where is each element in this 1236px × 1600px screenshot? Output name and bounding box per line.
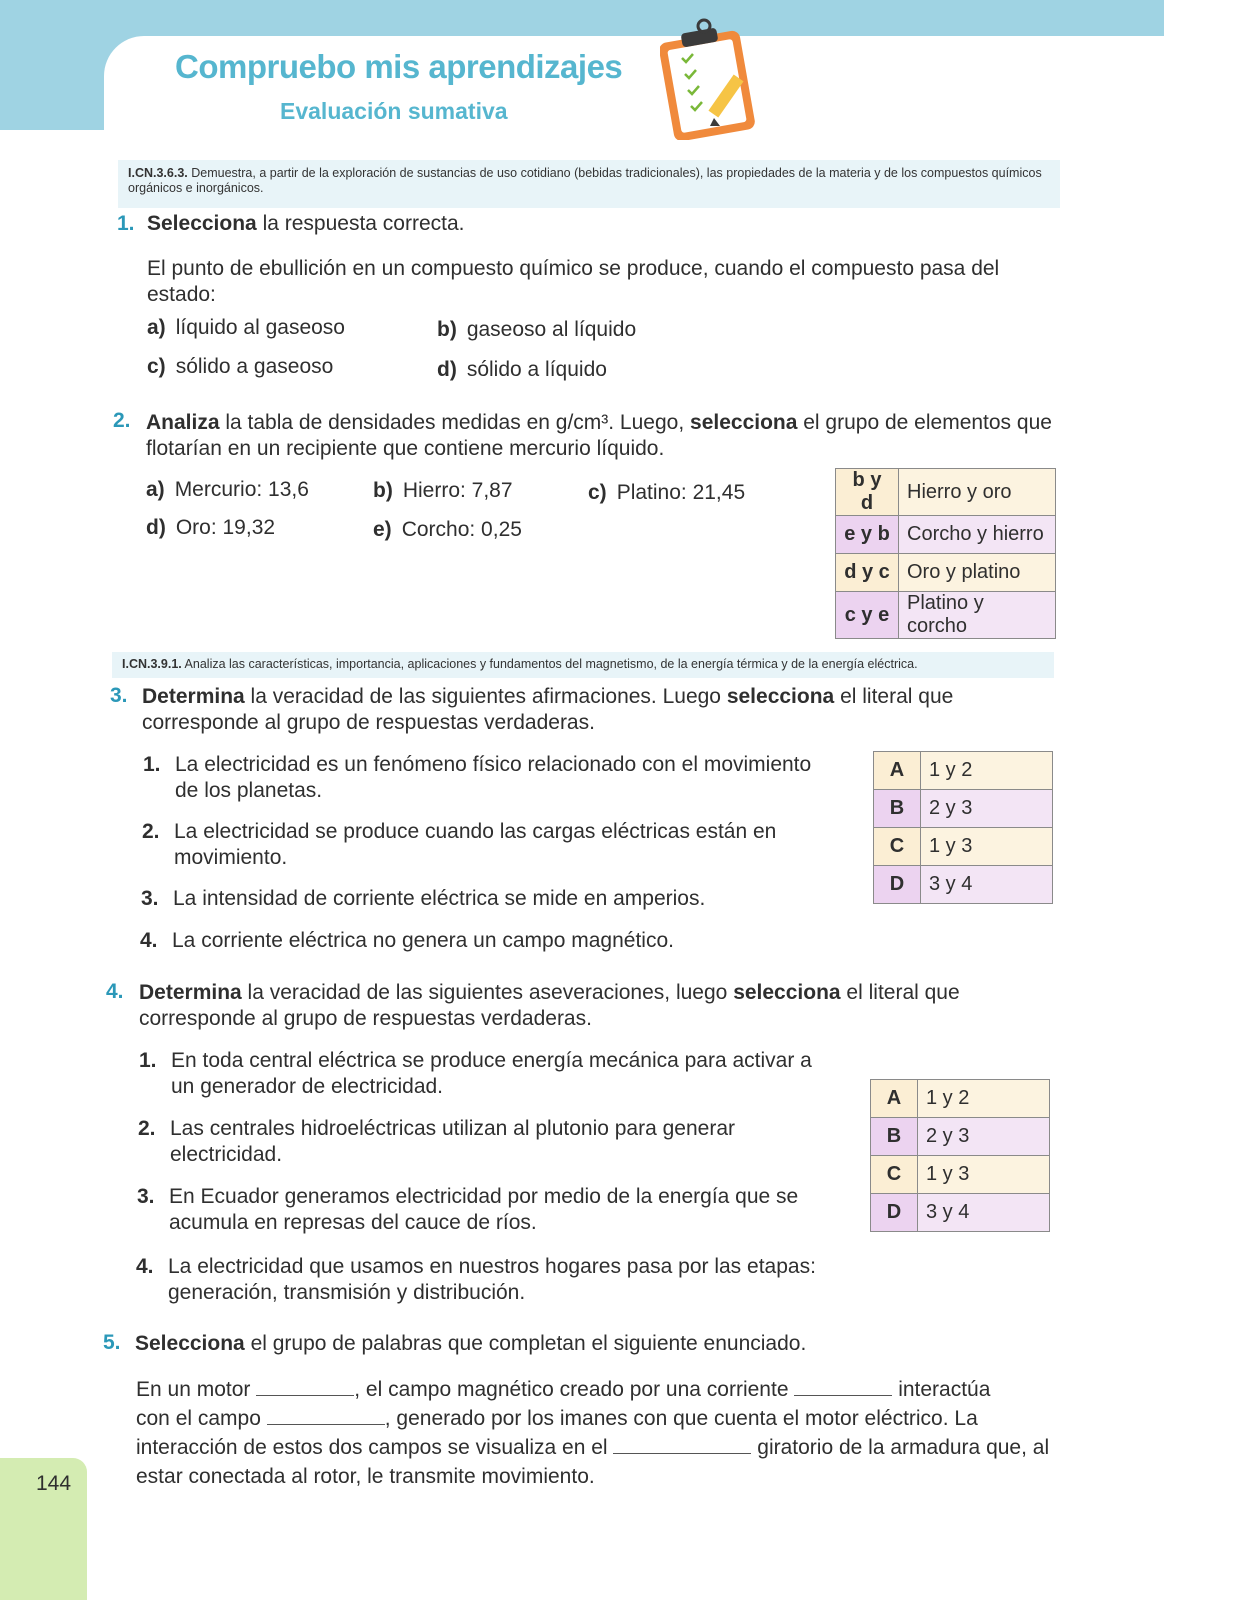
blank-field[interactable] xyxy=(267,1410,385,1425)
criterion-text: Demuestra, a partir de la exploración de sustancias de uso cotidiano (bebidas tradicionales), las propiedades de la materia y de los compuestos químicos orgánicos e inorgánicos. xyxy=(128,166,1042,195)
statement-item: 4. La corriente eléctrica no genera un campo magnético. xyxy=(140,929,674,952)
answer-row[interactable]: D 3 y 4 xyxy=(871,1194,1050,1232)
option-d[interactable]: d) Oro: 19,32 xyxy=(146,516,276,539)
clipboard-icon xyxy=(660,14,770,140)
statement-item: 1. La electricidad es un fenómeno físico relacionado con el movimiento de los planetas. xyxy=(143,753,812,802)
blank-field[interactable] xyxy=(613,1439,751,1454)
page-subtitle: Evaluación sumativa xyxy=(280,98,508,124)
statement-item: 4. La electricidad que usamos en nuestros hogares pasa por las etapas: generación, transmisión y distribución. xyxy=(136,1255,816,1304)
answer-table xyxy=(870,1079,1050,1232)
answer-table xyxy=(835,468,1056,639)
fill-in-paragraph: En un motor , el campo magnético creado por una corriente interactúa con el campo , generado por los imanes con que cuenta el motor eléctrico. La interacción de estos dos campos se visualiza en el giratorio de la armadura que, al estar conectada al rotor, le transmite movimiento. xyxy=(136,1378,1050,1488)
question-prompt xyxy=(147,211,1027,237)
answer-table xyxy=(873,751,1053,904)
blank-field[interactable] xyxy=(794,1381,892,1396)
question-prompt: Selecciona el grupo de palabras que completan el siguiente enunciado. xyxy=(135,1332,807,1355)
question-number: 5. xyxy=(103,1331,121,1354)
question-number: 1. xyxy=(117,212,135,235)
statement-item: 2. La electricidad se produce cuando las cargas eléctricas están en movimiento. xyxy=(142,820,777,869)
option-e[interactable]: e) Corcho: 0,25 xyxy=(373,518,522,541)
question-verb: Selecciona xyxy=(147,212,257,235)
question-text: la respuesta correcta. xyxy=(256,212,465,235)
answer-row[interactable]: B 2 y 3 xyxy=(871,1118,1050,1156)
option-c[interactable]: c) Platino: 21,45 xyxy=(588,481,746,504)
option-b[interactable]: b) gaseoso al líquido xyxy=(437,318,637,341)
question-prompt: Determina la veracidad de las siguientes aseveraciones, luego selecciona el literal que corresponde al grupo de respuestas verdaderas. xyxy=(139,981,960,1030)
question-number: 3. xyxy=(110,684,128,707)
criterion-banner xyxy=(118,160,1060,208)
answer-row[interactable]: C 1 y 3 xyxy=(874,828,1053,866)
option-a[interactable]: a) Mercurio: 13,6 xyxy=(146,478,309,501)
question-prompt: Determina la veracidad de las siguientes afirmaciones. Luego selecciona el literal que corresponde al grupo de respuestas verdaderas. xyxy=(142,685,954,734)
answer-row[interactable]: C 1 y 3 xyxy=(871,1156,1050,1194)
criterion-code: I.CN.3.9.1. xyxy=(122,657,182,671)
page-edge xyxy=(1164,0,1236,1600)
answer-row[interactable]: A 1 y 2 xyxy=(871,1080,1050,1118)
question-stem: El punto de ebullición en un compuesto químico se produce, cuando el compuesto pasa del estado: xyxy=(147,257,1000,306)
statement-item: 3. La intensidad de corriente eléctrica se mide en amperios. xyxy=(141,887,706,910)
statement-item: 3. En Ecuador generamos electricidad por medio de la energía que se acumula en represas del cauce de ríos. xyxy=(137,1185,799,1234)
option-d[interactable]: d) sólido a líquido xyxy=(437,358,607,381)
answer-row[interactable]: B 2 y 3 xyxy=(874,790,1053,828)
answer-row[interactable]: d y c Oro y platino xyxy=(836,554,1056,592)
answer-row[interactable]: D 3 y 4 xyxy=(874,866,1053,904)
answer-row[interactable]: e y b Corcho y hierro xyxy=(836,516,1056,554)
answer-row[interactable]: c y e Platino y corcho xyxy=(836,592,1056,639)
statement-item: 2. Las centrales hidroeléctricas utilizan al plutonio para generar electricidad. xyxy=(138,1117,735,1166)
option-c[interactable]: c) sólido a gaseoso xyxy=(147,355,334,378)
option-b[interactable]: b) Hierro: 7,87 xyxy=(373,479,513,502)
answer-row[interactable]: A 1 y 2 xyxy=(874,752,1053,790)
answer-row[interactable]: b y d Hierro y oro xyxy=(836,469,1056,516)
page-title: Compruebo mis aprendizajes xyxy=(175,48,623,85)
blank-field[interactable] xyxy=(256,1381,354,1396)
question-number: 2. xyxy=(113,409,131,432)
criterion-banner xyxy=(112,652,1054,678)
criterion-text: Analiza las características, importancia, aplicaciones y fundamentos del magnetismo, de la energía térmica y de la energía eléctrica. xyxy=(184,657,918,671)
criterion-code: I.CN.3.6.3. xyxy=(128,166,188,180)
question-number: 4. xyxy=(106,980,124,1003)
statement-item: 1. En toda central eléctrica se produce energía mecánica para activar a un generador de electricidad. xyxy=(139,1049,812,1098)
question-prompt: Analiza la tabla de densidades medidas en g/cm³. Luego, selecciona el grupo de elementos que flotarían en un recipiente que contiene mercurio líquido. xyxy=(146,411,1052,460)
page-number: 144 xyxy=(36,1472,72,1495)
option-a[interactable]: a) líquido al gaseoso xyxy=(147,316,345,339)
